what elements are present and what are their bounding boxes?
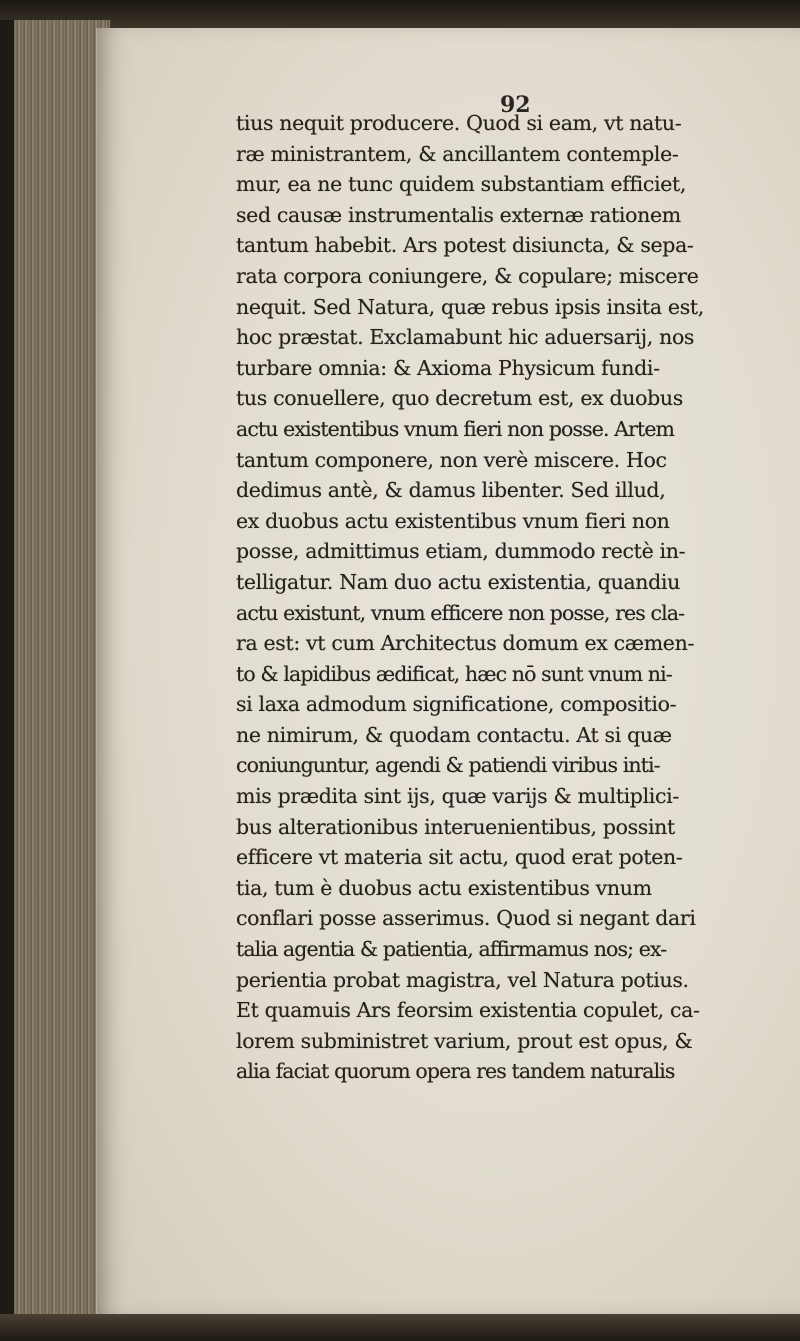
text-line: mur, ea ne tunc quidem substantiam efficiet, bbox=[236, 172, 687, 197]
text-line: nequit. Sed Natura, quæ rebus ipsis insita est, bbox=[236, 294, 704, 319]
text-line: sed causæ instrumentalis externæ rationem bbox=[236, 202, 681, 227]
text-line: alia faciat quorum opera res tandem naturalis bbox=[236, 1059, 675, 1084]
text-line: ne nimirum, & quodam contactu. At si quæ bbox=[236, 722, 672, 747]
text-line: ex duobus actu existentibus vnum fieri non bbox=[236, 508, 670, 533]
text-line: hoc præstat. Exclamabunt hic aduersarij, nos bbox=[236, 325, 695, 350]
text-line: perientia probat magistra, vel Natura potius. bbox=[236, 967, 689, 992]
book-top-edge bbox=[0, 0, 800, 28]
text-line: ra est: vt cum Architectus domum ex cæmen- bbox=[236, 631, 695, 656]
text-line: actu existentibus vnum fieri non posse. Artem bbox=[236, 416, 675, 441]
text-line: tia, tum è duobus actu existentibus vnum bbox=[236, 875, 652, 900]
text-line: efficere vt materia sit actu, quod erat poten- bbox=[236, 845, 683, 870]
text-line: coniunguntur, agendi & patiendi viribus inti- bbox=[236, 753, 660, 778]
text-line: actu existunt, vnum efficere non posse, res cla- bbox=[236, 600, 685, 625]
text-line: dedimus antè, & damus libenter. Sed illud, bbox=[236, 478, 666, 503]
text-line: posse, admittimus etiam, dummodo rectè in- bbox=[236, 539, 686, 564]
text-line: mis prædita sint ijs, quæ varijs & multiplici- bbox=[236, 784, 679, 809]
text-line: tus conuellere, quo decretum est, ex duobus bbox=[236, 386, 683, 411]
text-line: rata corpora coniungere, & copulare; miscere bbox=[236, 263, 699, 288]
text-line: bus alterationibus interuenientibus, possint bbox=[236, 814, 675, 839]
text-line: Et quamuis Ars feorsim existentia copulet, ca- bbox=[236, 998, 700, 1023]
body-text bbox=[236, 108, 776, 1087]
text-line: turbare omnia: & Axioma Physicum fundi- bbox=[236, 355, 660, 380]
page-number: 92 bbox=[500, 92, 531, 118]
text-line: lorem subministret varium, prout est opus, & bbox=[236, 1028, 693, 1053]
text-line: tantum componere, non verè miscere. Hoc bbox=[236, 447, 667, 472]
text-line: si laxa admodum significatione, compositio- bbox=[236, 692, 677, 717]
text-line: tantum habebit. Ars potest disiuncta, & sepa- bbox=[236, 233, 694, 258]
text-line: conflari posse asserimus. Quod si negant dari bbox=[236, 906, 696, 931]
text-line: telligatur. Nam duo actu existentia, quandiu bbox=[236, 569, 680, 594]
text-line: talia agentia & patientia, affirmamus nos; ex- bbox=[236, 937, 667, 962]
text-line: to & lapidibus ædificat, hæc nō sunt vnum ni- bbox=[236, 661, 672, 686]
book-bottom-edge bbox=[0, 1314, 800, 1341]
text-line: ræ ministrantem, & ancillantem contemple- bbox=[236, 141, 679, 166]
text-line: tius nequit producere. Quod si eam, vt natu- bbox=[236, 111, 682, 135]
